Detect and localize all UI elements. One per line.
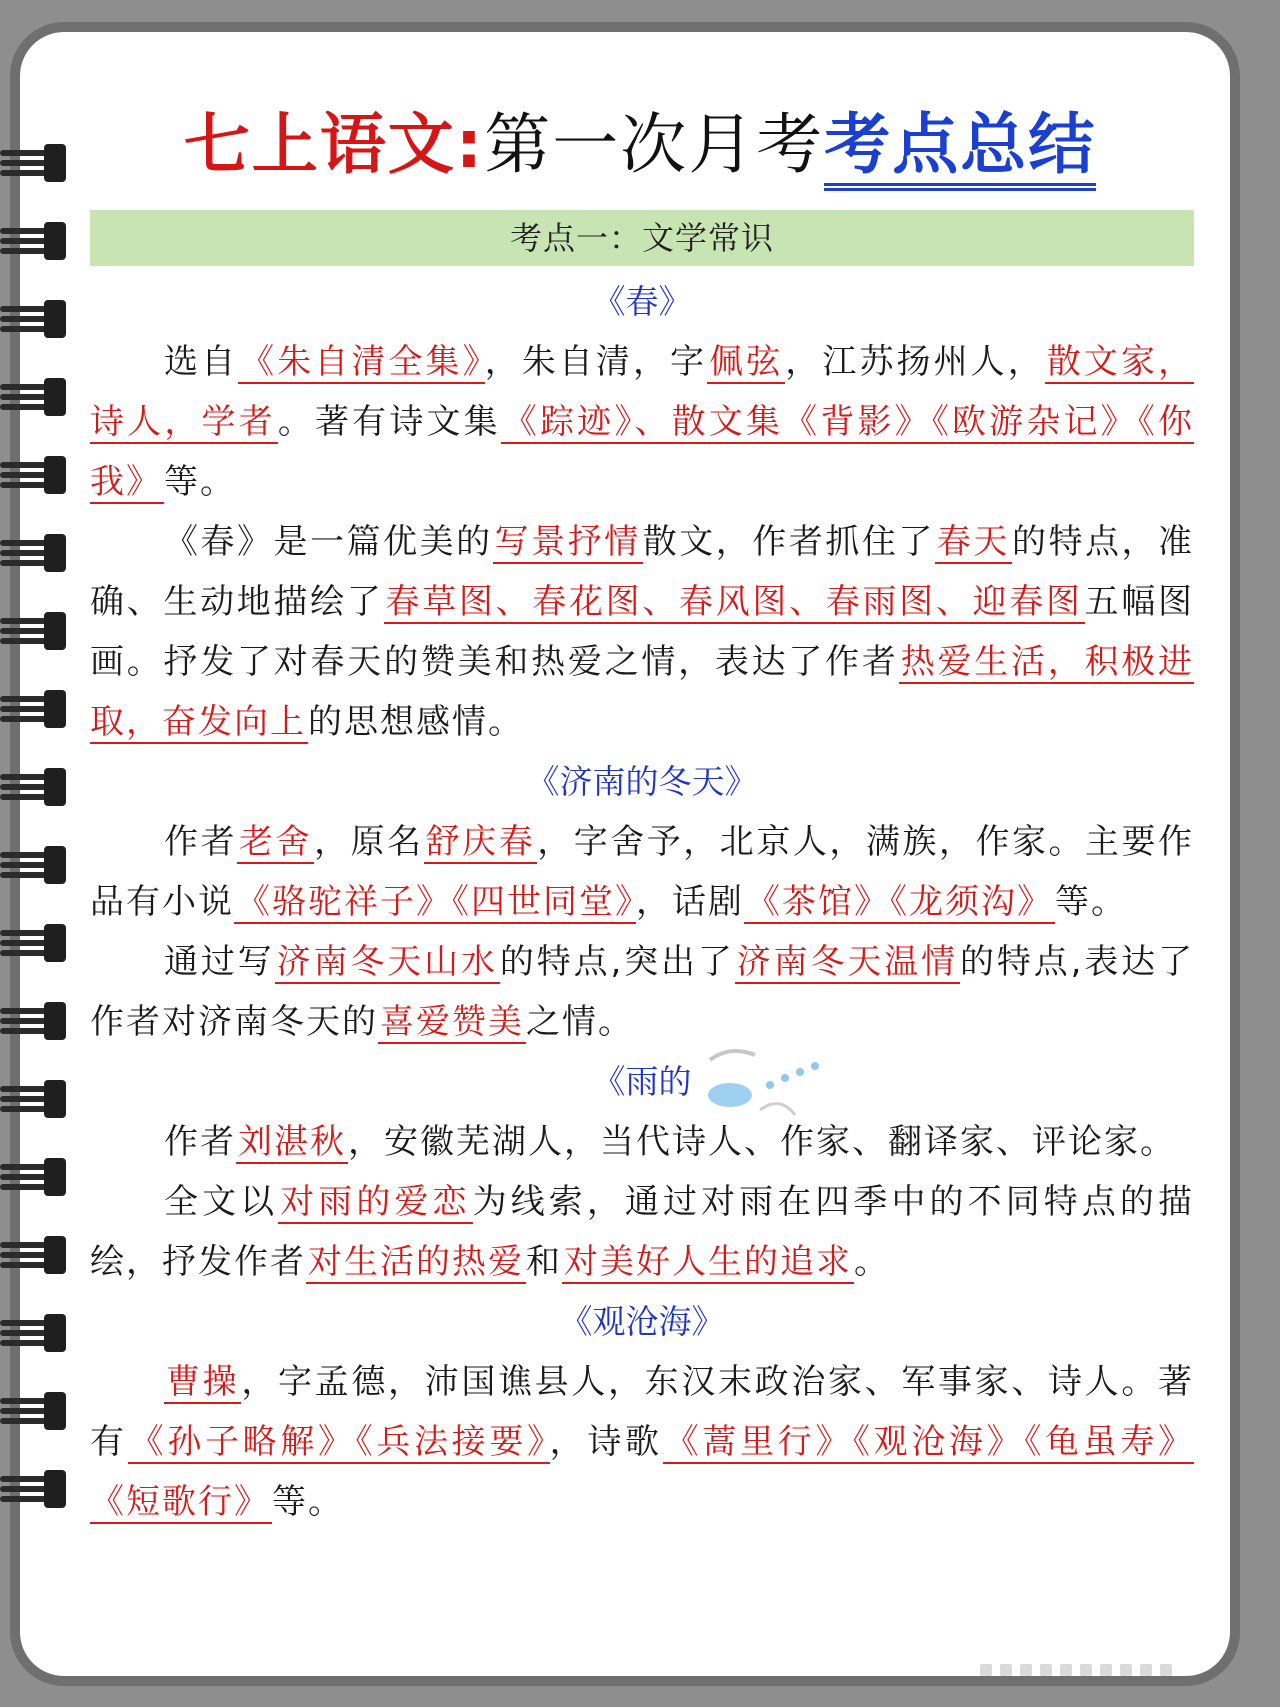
spiral-ring [0,452,72,498]
highlight: 《茶馆》《龙须沟》 [746,882,1053,922]
highlight: 春天 [936,522,1010,562]
page-indicator [980,1661,1220,1677]
section-header: 考点一：文学常识 [90,210,1194,266]
text: 的特点,突出了 [499,942,735,982]
highlight: 散文家，诗人，学者 [90,342,1195,442]
highlight: 刘湛秋 [238,1122,346,1162]
text: 《春》是一篇优美的 [164,522,493,562]
spiral-ring [0,998,72,1044]
text: 等。 [272,1482,344,1522]
text: 散文，作者抓住了 [642,522,935,562]
subtitle-rain: 《雨的 [592,1062,692,1101]
title-exam: 第一次月考 [484,106,825,183]
text: ，原名 [314,822,424,862]
content-body [90,272,1194,1532]
highlight: 佩弦 [709,342,784,382]
text: 之情。 [526,1002,634,1042]
text: 作者 [164,822,238,862]
highlight: 对美好人生的追求 [564,1242,852,1282]
spiral-ring [0,1154,72,1200]
highlight: 写景抒情 [494,522,641,562]
highlight: 对雨的爱恋 [280,1182,471,1222]
text: 全文以 [164,1182,279,1222]
highlight: 舒庆春 [425,822,536,862]
paragraph [90,1352,1194,1532]
highlight: 《踪迹》、散文集《背影》《欧游杂记》《你我》 [90,402,1195,502]
highlight: 济南冬天温情 [736,942,958,982]
text: 。 [854,1242,890,1282]
paragraph [90,1112,1194,1172]
text: 和 [526,1242,562,1282]
subtitle-jinan: 《济南的冬天》 [526,762,758,801]
spiral-ring [0,1388,72,1434]
text: ，字舍予，北京人，满族，作家。主要作品有小说 [90,822,1195,922]
text: 等。 [164,462,236,502]
spiral-ring [0,1466,72,1512]
paragraph [90,332,1194,512]
spiral-ring [0,296,72,342]
text: 为线索，通过对雨在四季中的不同特点的描绘，抒发作者 [90,1182,1195,1282]
paragraph [90,812,1194,932]
text: 通过写 [164,942,275,982]
paragraph [90,932,1194,1052]
spiral-ring [0,764,72,810]
spiral-ring [0,1076,72,1122]
spiral-ring [0,842,72,888]
page-title [0,100,1280,190]
text: ，诗歌 [549,1422,663,1462]
spiral-ring [0,530,72,576]
highlight: 《蒿里行》《观沧海》《龟虽寿》《短歌行》 [90,1422,1195,1522]
highlight: 《骆驼祥子》《四世同堂》 [236,882,634,922]
text: 。著有诗文集 [277,402,501,442]
highlight: 《朱自清全集》 [240,342,483,382]
text: 五幅图画。抒发了对春天的赞美和热爱之情，表达了作者 [90,582,1195,682]
subtitle-sea: 《观沧海》 [559,1302,725,1341]
text: ，朱自清，字 [484,342,708,382]
paragraph [90,512,1194,752]
spiral-ring [0,686,72,732]
text: 等。 [1055,882,1127,922]
spiral-ring [0,920,72,966]
spiral-ring [0,374,72,420]
text: 的特点，准确、生动地描绘了 [90,522,1195,622]
title-summary: 考点总结 [824,106,1096,191]
highlight: 热爱生活，积极进取，奋发向上 [90,642,1195,742]
highlight: 《孙子略解》《兵法接要》 [129,1422,548,1462]
highlight: 喜爱赞美 [380,1002,524,1042]
highlight: 对生活的热爱 [308,1242,524,1282]
text: ，字孟德，沛国谯县人，东汉末政治家、军事家、诗人。著有 [90,1362,1195,1462]
text: 作者 [164,1122,236,1162]
spiral-ring [0,1310,72,1356]
spiral-ring [0,218,72,264]
title-subject: 七上语文: [183,106,485,183]
text: 的思想感情。 [308,702,524,742]
paragraph [90,1172,1194,1292]
text: 选自 [164,342,239,382]
text: ，安徽芜湖人，当代诗人、作家、翻译家、评论家。 [348,1122,1176,1162]
spiral-ring [0,1232,72,1278]
watermark-logo-icon [700,1040,840,1120]
highlight: 老舍 [239,822,313,862]
highlight: 济南冬天山水 [276,942,498,982]
highlight: 春草图、春花图、春风图、春雨图、迎春图 [385,582,1083,622]
text: ，话剧 [636,882,744,922]
highlight: 曹操 [166,1362,240,1402]
spiral-ring [0,608,72,654]
text: ，江苏扬州人， [785,342,1045,382]
text: 的特点,表达了作者对济南冬天的 [90,942,1195,1042]
subtitle-spring: 《春》 [592,282,692,321]
